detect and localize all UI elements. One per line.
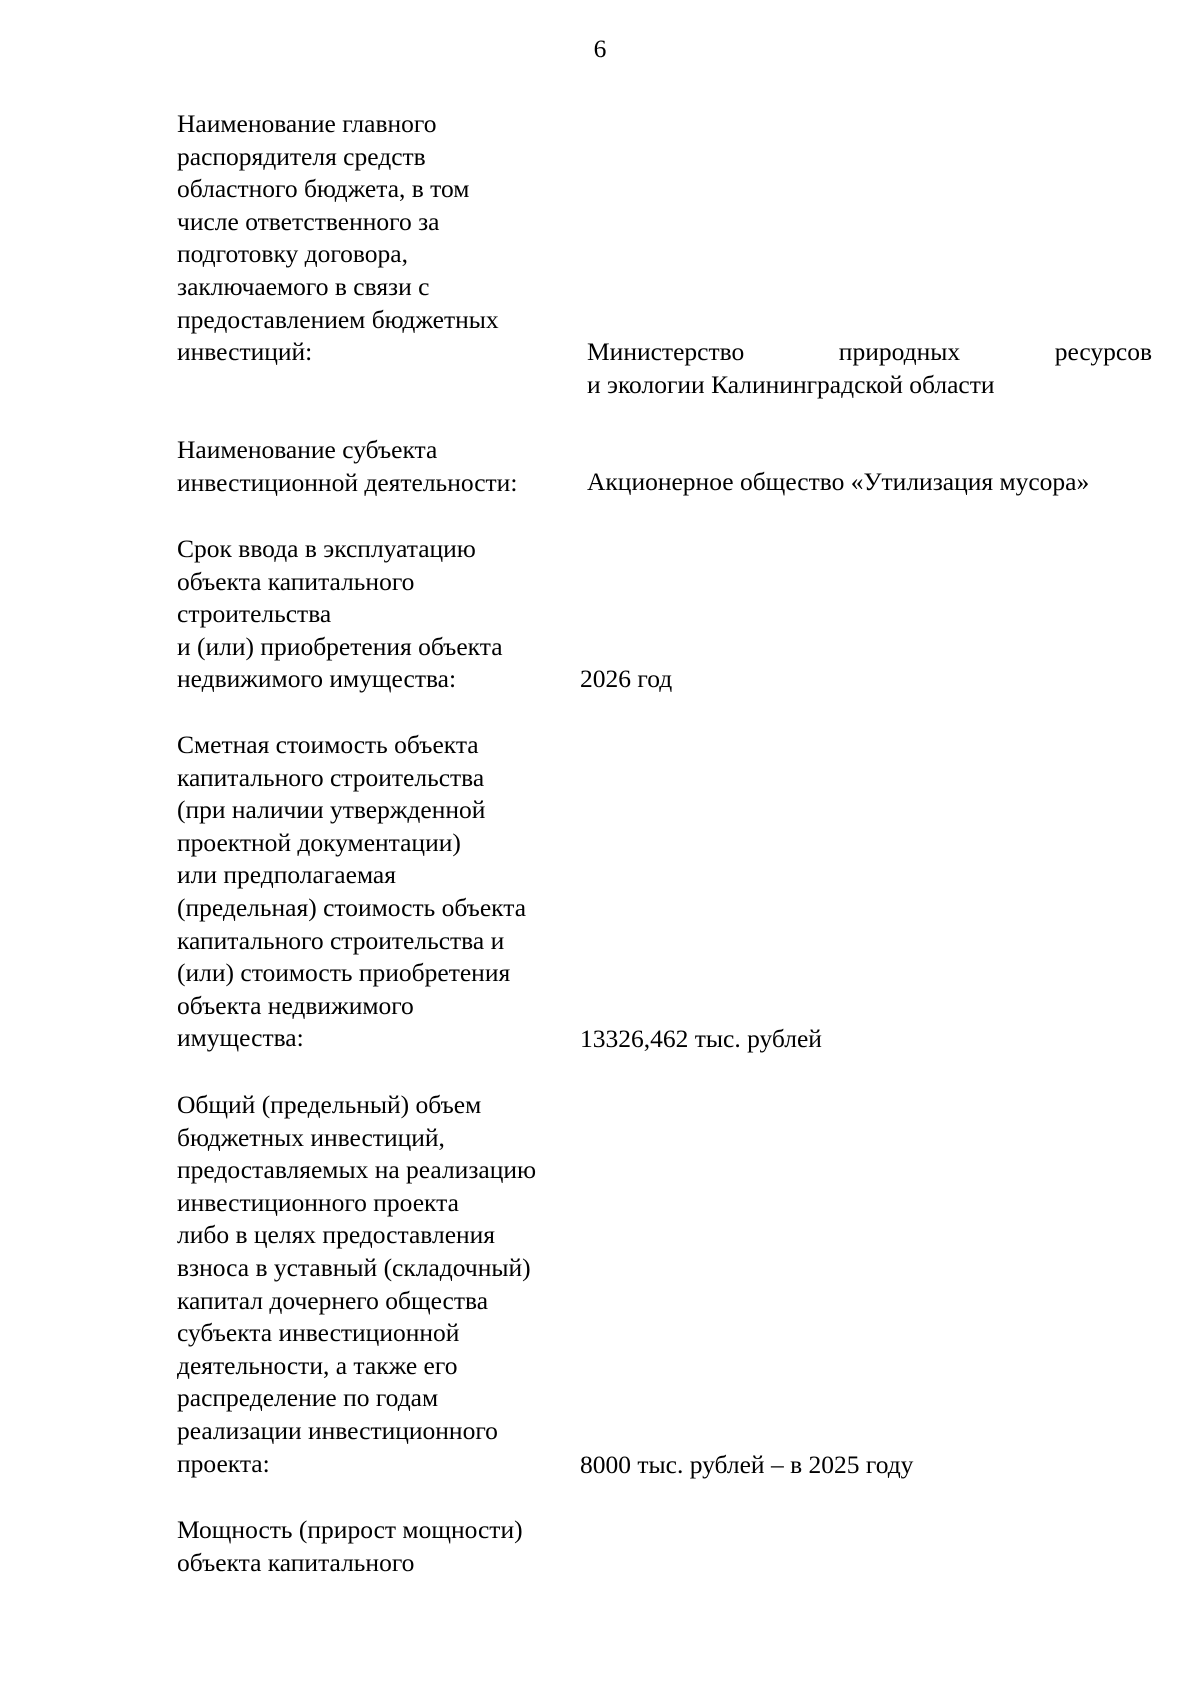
field-label — [177, 533, 577, 696]
label-line: капитального строительства — [177, 762, 485, 792]
label-line: заключаемого в связи с — [177, 271, 430, 301]
label-line: имущества: — [177, 1023, 304, 1053]
field-label — [177, 1514, 577, 1579]
label-line: предоставляемых на реализацию — [177, 1155, 537, 1185]
field-value — [587, 466, 1167, 499]
field-value — [580, 1449, 1160, 1482]
label-line: бюджетных инвестиций, — [177, 1122, 445, 1152]
label-line: Общий (предельный) объем — [177, 1090, 482, 1119]
field-label — [177, 729, 577, 1055]
label-line: инвестиций: — [177, 337, 313, 367]
field-label — [177, 434, 577, 499]
label-line: областного бюджета, в том — [177, 174, 470, 204]
label-line: Сметная стоимость объекта — [177, 730, 479, 759]
label-line: капитал дочернего общества — [177, 1285, 489, 1315]
label-line: или предполагаемая — [177, 860, 396, 890]
label-line: Наименование субъекта — [177, 435, 438, 464]
label-line: субъекта инвестиционной — [177, 1318, 460, 1348]
label-line: капитального строительства и — [177, 925, 505, 955]
field-value — [580, 663, 1160, 696]
label-line: числе ответственного за — [177, 206, 440, 236]
label-line: и (или) приобретения объекта — [177, 631, 503, 661]
label-line: объекта капитального — [177, 566, 415, 596]
label-line: инвестиционного проекта — [177, 1187, 459, 1217]
value-line: 2026 год — [580, 664, 673, 693]
label-line: инвестиционной деятельности: — [177, 467, 518, 497]
label-line: Наименование главного — [177, 109, 437, 138]
value-line: 8000 тыс. рублей – в 2025 году — [580, 1450, 914, 1479]
label-line: Срок ввода в эксплуатацию — [177, 534, 476, 563]
label-line: реализации инвестиционного — [177, 1415, 498, 1445]
label-line: (или) стоимость приобретения — [177, 958, 511, 988]
label-line: либо в целях предоставления — [177, 1220, 496, 1250]
value-line: Министерство природных ресурсов — [587, 337, 1152, 366]
value-line: и экологии Калининградской области — [587, 369, 995, 399]
label-line: Мощность (прирост мощности) — [177, 1515, 523, 1544]
value-line: Акционерное общество «Утилизация мусора» — [587, 467, 1090, 496]
value-line: 13326,462 тыс. рублей — [580, 1024, 822, 1053]
label-line: деятельности, а также его — [177, 1350, 458, 1380]
label-line: предоставлением бюджетных — [177, 304, 499, 334]
label-line: строительства — [177, 599, 332, 629]
label-line: проектной документации) — [177, 827, 461, 857]
field-label — [177, 108, 577, 369]
label-line: объекта недвижимого — [177, 990, 414, 1020]
label-line: недвижимого имущества: — [177, 664, 457, 694]
field-label — [177, 1089, 577, 1480]
label-line: распорядителя средств — [177, 141, 426, 171]
label-line: (предельная) стоимость объекта — [177, 892, 527, 922]
label-line: распределение по годам — [177, 1383, 439, 1413]
label-line: проекта: — [177, 1448, 270, 1478]
label-line: взноса в уставный (складочный) — [177, 1252, 531, 1282]
page-number: 6 — [593, 34, 607, 63]
field-value — [580, 1023, 1160, 1056]
label-line: объекта капитального — [177, 1547, 415, 1577]
field-value — [587, 336, 1152, 401]
label-line: подготовку договора, — [177, 239, 408, 269]
label-line: (при наличии утвержденной — [177, 795, 486, 825]
